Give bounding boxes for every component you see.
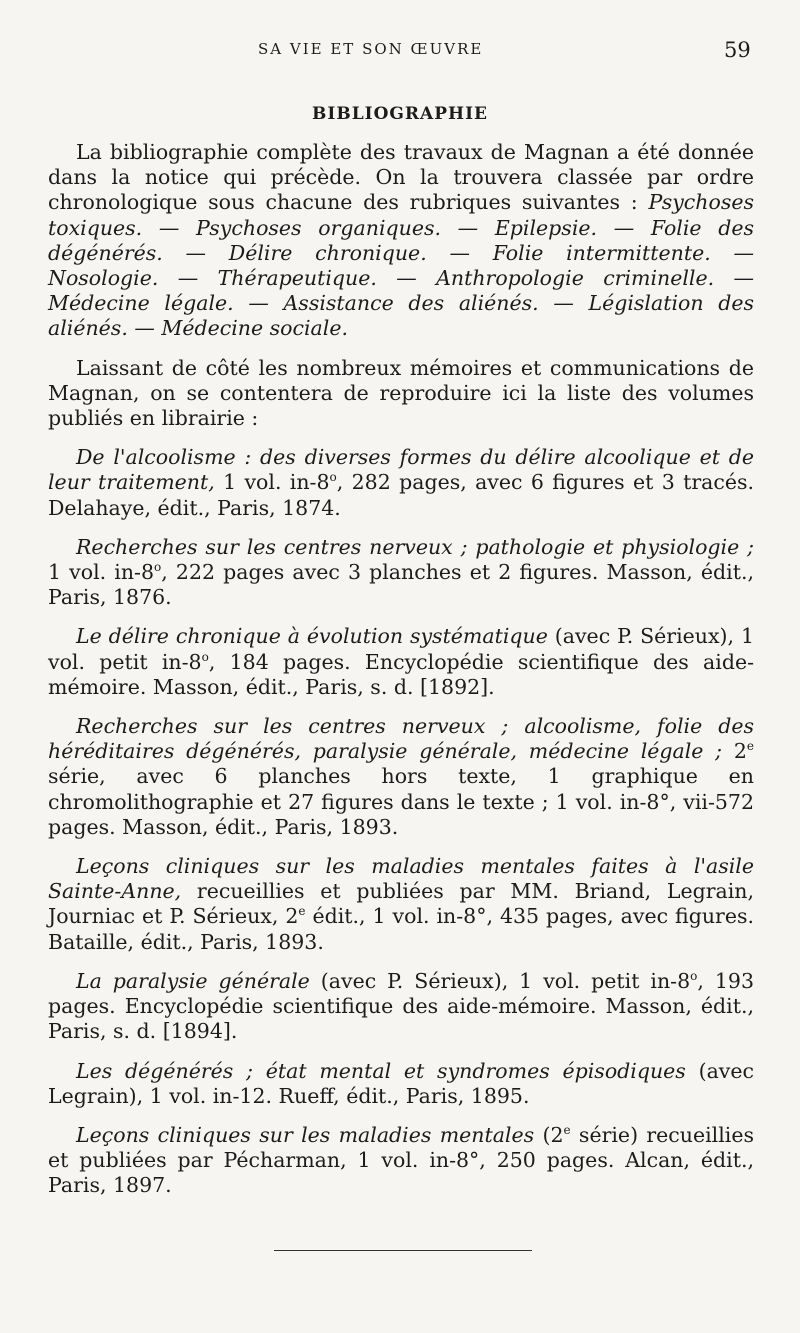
page-header bbox=[0, 36, 800, 72]
entry-details: , 282 pages, avec 6 figures et 3 tracés. Delahaye, édit., Paris, 1874. bbox=[48, 470, 754, 520]
page-number: 59 bbox=[724, 38, 751, 62]
intro-paragraph bbox=[48, 140, 754, 342]
entry-title: Recherches sur les centres nerveux ; alcoolisme, folie des héréditaires dégénérés, paralysie générale, médecine légale ; bbox=[48, 714, 754, 764]
entry-sup: o bbox=[329, 470, 337, 485]
entry-details: , 222 pages avec 3 planches et 2 figures. Masson, édit., Paris, 1876. bbox=[48, 560, 754, 610]
entry-details: 1 vol. in-8 bbox=[48, 560, 155, 585]
entry-details: , 193 pages. Encyclopédie scientifique des aide-mémoire. Masson, édit., Paris, s. d. [1894]. bbox=[48, 968, 754, 1044]
entry-details: 1 vol. in-8 bbox=[214, 470, 330, 495]
entry-details: (avec P. Sérieux), 1 vol. petit in-8 bbox=[309, 968, 691, 993]
entry-title: Recherches sur les centres nerveux ; pathologie et physiologie ; bbox=[76, 534, 754, 559]
bibliography-entry bbox=[48, 1123, 754, 1199]
bibliography-entry bbox=[48, 535, 754, 611]
bibliography-entry bbox=[48, 445, 754, 521]
running-head: SA VIE ET SON ŒUVRE bbox=[258, 40, 484, 58]
entry-title: Les dégénérés ; état mental et syndromes épisodiques bbox=[76, 1058, 686, 1083]
entry-details: série) recueillies et publiées par Pécharman, 1 vol. in-8°, 250 pages. Alcan, édit., Paris, 1897. bbox=[48, 1122, 754, 1198]
entry-sup: o bbox=[690, 969, 698, 984]
bibliography-entry bbox=[48, 969, 754, 1045]
bibliography-entry bbox=[48, 854, 754, 955]
bibliography-entry bbox=[48, 1059, 754, 1109]
entry-sup: o bbox=[154, 560, 162, 575]
entry-title: Leçons cliniques sur les maladies mentales bbox=[76, 1122, 535, 1147]
entry-details: 2 bbox=[722, 739, 747, 764]
entry-title: La paralysie générale bbox=[76, 968, 310, 993]
entry-title: De l'alcoolisme : des diverses formes du délire alcoolique et de leur traitement, bbox=[48, 445, 754, 495]
footer-rule bbox=[274, 1250, 532, 1251]
entry-title: Leçons cliniques sur les maladies mentales faites à l'asile Sainte-Anne, bbox=[48, 854, 754, 904]
entry-sup: e bbox=[298, 904, 306, 919]
entry-sup: e bbox=[746, 739, 754, 754]
bibliography-entry bbox=[48, 624, 754, 700]
entry-sup: o bbox=[201, 649, 209, 664]
entry-details: , 184 pages. Encyclopédie scientifique des aide-mémoire. Masson, édit., Paris, s. d. [1892]. bbox=[48, 649, 755, 699]
entry-title: Le délire chronique à évolution systématique bbox=[76, 624, 548, 649]
entry-details: série, avec 6 planches hors texte, 1 graphique en chromolithographie et 27 figures dans le texte ; 1 vol. in-8°, vii-572 pages. Masson, édit., Paris, 1893. bbox=[48, 764, 754, 839]
entry-sup: e bbox=[563, 1123, 571, 1138]
body-text bbox=[48, 140, 754, 1213]
entry-details: édit., 1 vol. in-8°, 435 pages, avec figures. Bataille, édit., Paris, 1893. bbox=[48, 904, 754, 954]
entry-details: recueillies et publiées par MM. Briand, Legrain, Journiac et P. Sérieux, 2 bbox=[48, 879, 754, 929]
entry-details: (avec P. Sérieux), 1 vol. petit in-8 bbox=[48, 624, 754, 674]
entry-details: (2 bbox=[534, 1122, 564, 1147]
intro-paragraph-2: Laissant de côté les nombreux mémoires et communications de Magnan, on se contentera de reproduire ici la liste des volumes publiés en librairie : bbox=[48, 355, 754, 431]
bibliography-entry bbox=[48, 714, 754, 840]
section-heading: BIBLIOGRAPHIE bbox=[312, 104, 488, 124]
entry-details: (avec Legrain), 1 vol. in-12. Rueff, édit., Paris, 1895. bbox=[48, 1058, 754, 1108]
intro-text: La bibliographie complète des travaux de Magnan a été donnée dans la notice qui précède. On la trouvera classée par ordre chronologique sous chacune des rubriques suivantes : bbox=[48, 140, 754, 215]
rubrique-list: Psychoses toxiques. — Psychoses organiques. — Epilepsie. — Folie des dégénérés. — Délire chronique. — Folie intermittente. — Nosologie. — Thérapeutique. — Anthropologie criminelle. — Médecine légale. — Assistance des aliénés. — Législation des aliénés. — Médecine sociale. bbox=[48, 190, 754, 341]
